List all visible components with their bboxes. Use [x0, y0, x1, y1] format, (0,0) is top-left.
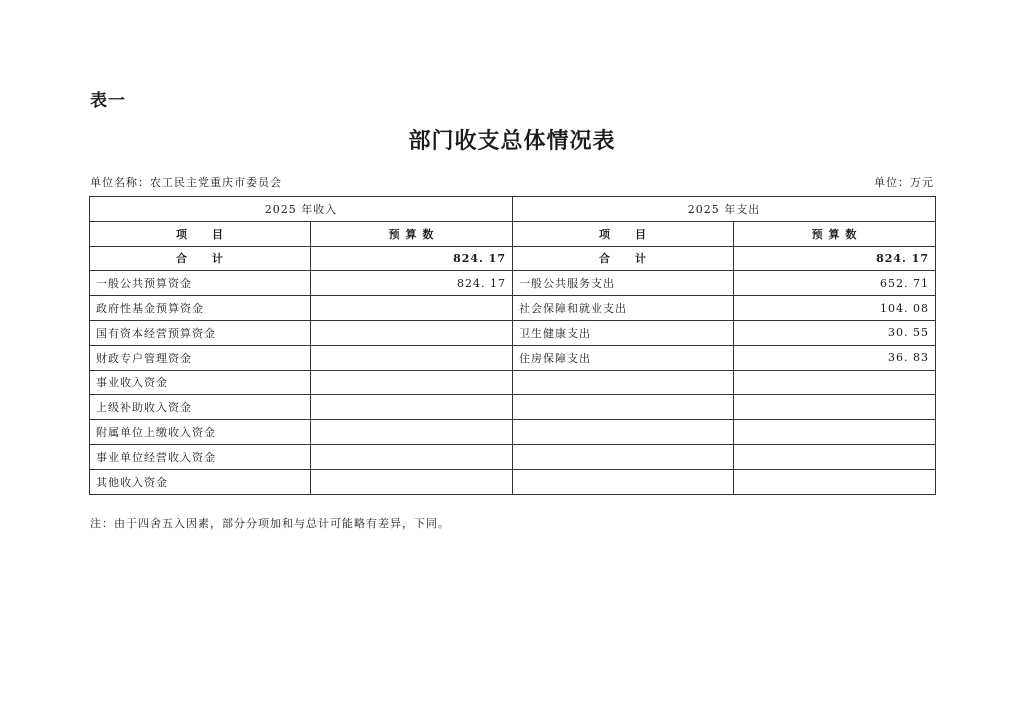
- income-amount-cell: [311, 469, 513, 494]
- expense-amount-cell: [734, 469, 936, 494]
- expense-amount-cell: [734, 444, 936, 469]
- page-title: 部门收支总体情况表: [408, 129, 616, 154]
- income-total-label: 合 计: [90, 246, 311, 271]
- expense-item-cell: [513, 395, 734, 420]
- budget-table: [89, 196, 936, 495]
- table-row: [90, 296, 936, 321]
- income-amount-cell: [311, 444, 513, 469]
- expense-header: 2025 年支出: [513, 197, 936, 222]
- income-amount-cell: [311, 296, 513, 321]
- expense-amount-cell: 30. 55: [734, 320, 936, 345]
- income-amount-cell: [311, 345, 513, 370]
- income-item-cell: 事业单位经营收入资金: [90, 444, 311, 469]
- income-header: 2025 年收入: [90, 197, 513, 222]
- footnote: 注：由于四舍五入因素，部分分项加和与总计可能略有差异，下同。: [90, 517, 450, 530]
- income-item-column-header: 项 目: [90, 221, 311, 246]
- table-row: [90, 370, 936, 395]
- income-item-cell: 政府性基金预算资金: [90, 296, 311, 321]
- income-item-cell: 国有资本经营预算资金: [90, 320, 311, 345]
- expense-item-cell: 社会保障和就业支出: [513, 296, 734, 321]
- table-row: [90, 420, 936, 445]
- expense-amount-cell: 36. 83: [734, 345, 936, 370]
- income-item-cell: 财政专户管理资金: [90, 345, 311, 370]
- table-number: 表一: [90, 91, 126, 111]
- expense-item-cell: 卫生健康支出: [513, 320, 734, 345]
- income-item-cell: 上级补助收入资金: [90, 395, 311, 420]
- expense-amount-cell: [734, 420, 936, 445]
- table-row: [90, 395, 936, 420]
- expense-item-cell: 住房保障支出: [513, 345, 734, 370]
- income-amount-cell: [311, 420, 513, 445]
- income-item-cell: 附属单位上缴收入资金: [90, 420, 311, 445]
- expense-item-cell: [513, 444, 734, 469]
- expense-total-value: 824. 17: [734, 246, 936, 271]
- header-row-columns: [90, 221, 936, 246]
- expense-item-cell: [513, 420, 734, 445]
- table-row: [90, 444, 936, 469]
- table-row: [90, 271, 936, 296]
- expense-amount-cell: 104. 08: [734, 296, 936, 321]
- expense-amount-cell: 652. 71: [734, 271, 936, 296]
- income-amount-column-header: 预 算 数: [311, 221, 513, 246]
- header-row-years: [90, 197, 936, 222]
- expense-item-cell: [513, 370, 734, 395]
- expense-item-cell: 一般公共服务支出: [513, 271, 734, 296]
- income-amount-cell: [311, 320, 513, 345]
- total-row: [90, 246, 936, 271]
- income-total-value: 824. 17: [311, 246, 513, 271]
- table-row: [90, 345, 936, 370]
- expense-item-column-header: 项 目: [513, 221, 734, 246]
- expense-item-cell: [513, 469, 734, 494]
- income-amount-cell: [311, 395, 513, 420]
- table-row: [90, 469, 936, 494]
- currency-unit-label: 单位：万元: [874, 176, 934, 189]
- expense-amount-column-header: 预 算 数: [734, 221, 936, 246]
- expense-amount-cell: [734, 370, 936, 395]
- income-item-cell: 事业收入资金: [90, 370, 311, 395]
- expense-amount-cell: [734, 395, 936, 420]
- unit-name-label: 单位名称：农工民主党重庆市委员会: [90, 176, 282, 189]
- expense-total-label: 合 计: [513, 246, 734, 271]
- income-amount-cell: [311, 370, 513, 395]
- table-row: [90, 320, 936, 345]
- income-item-cell: 其他收入资金: [90, 469, 311, 494]
- income-amount-cell: 824. 17: [311, 271, 513, 296]
- income-item-cell: 一般公共预算资金: [90, 271, 311, 296]
